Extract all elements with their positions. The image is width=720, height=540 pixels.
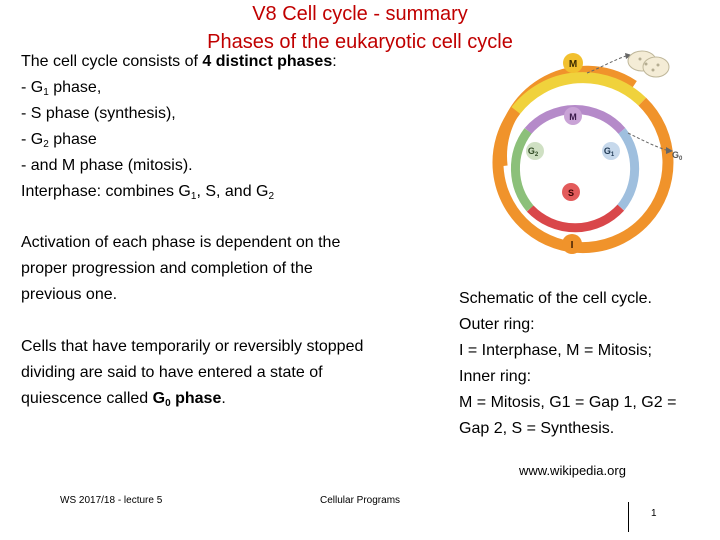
inner-ring-g1 [621,131,635,208]
page-number: 1 [651,508,657,519]
svg-text:G1: $G_1$ [603,146,615,158]
list-item-s: - S phase (synthesis), [21,105,176,122]
slide-title: V8 Cell cycle - summary [252,3,468,25]
svg-text:G0: $G_0$ [672,150,683,162]
list-item-g2: - $G_2$ phase [21,131,97,150]
source-credit: www.wikipedia.org [519,463,626,478]
diagram-caption: Schematic of the cell cycle. Outer ring: I = Interphase, M = Mitosis; Inner ring: M = Mitosis, G1 = Gap 1, G2 = Gap 2, S = Synthesis. [459,290,677,437]
intro-lead: The cell cycle consists of 4 distinct phases: [21,53,337,70]
quiescence-paragraph: Cells that have temporarily or reversibly stopped dividing are said to have entered a state of quiescence called $G_0$ phase. [21,338,364,409]
list-item-g1: - $G_1$ phase, [21,79,102,98]
list-item-m: - and M phase (mitosis). [21,157,193,174]
slide-subtitle: Phases of the eukaryotic cell cycle [207,31,513,53]
inner-ring-g2 [515,131,530,209]
interphase-definition: Interphase: combines $G_1$, S, and $G_2$ [21,183,275,202]
inner-ring-s [530,208,621,228]
svg-text:G2: $G_2$ [527,146,539,158]
footer-lecture: WS 2017/18 - lecture 5 [60,495,163,506]
dividing-cells-icon [628,51,669,77]
svg-text:S: S [567,188,575,198]
svg-text:I: I [570,240,574,251]
activation-paragraph: Activation of each phase is dependent on the proper progression and completion of the previous one. [21,234,341,303]
cell-cycle-diagram [470,40,720,265]
svg-text:M: M [569,112,577,122]
intro-block [21,49,451,205]
g0-phase-term: $G_0$ phase [152,390,222,409]
svg-text:M: M [568,59,578,70]
footer-course: Cellular Programs [320,495,401,506]
intro-lead-bold: 4 distinct phases [202,53,333,70]
footer-divider [628,502,629,532]
